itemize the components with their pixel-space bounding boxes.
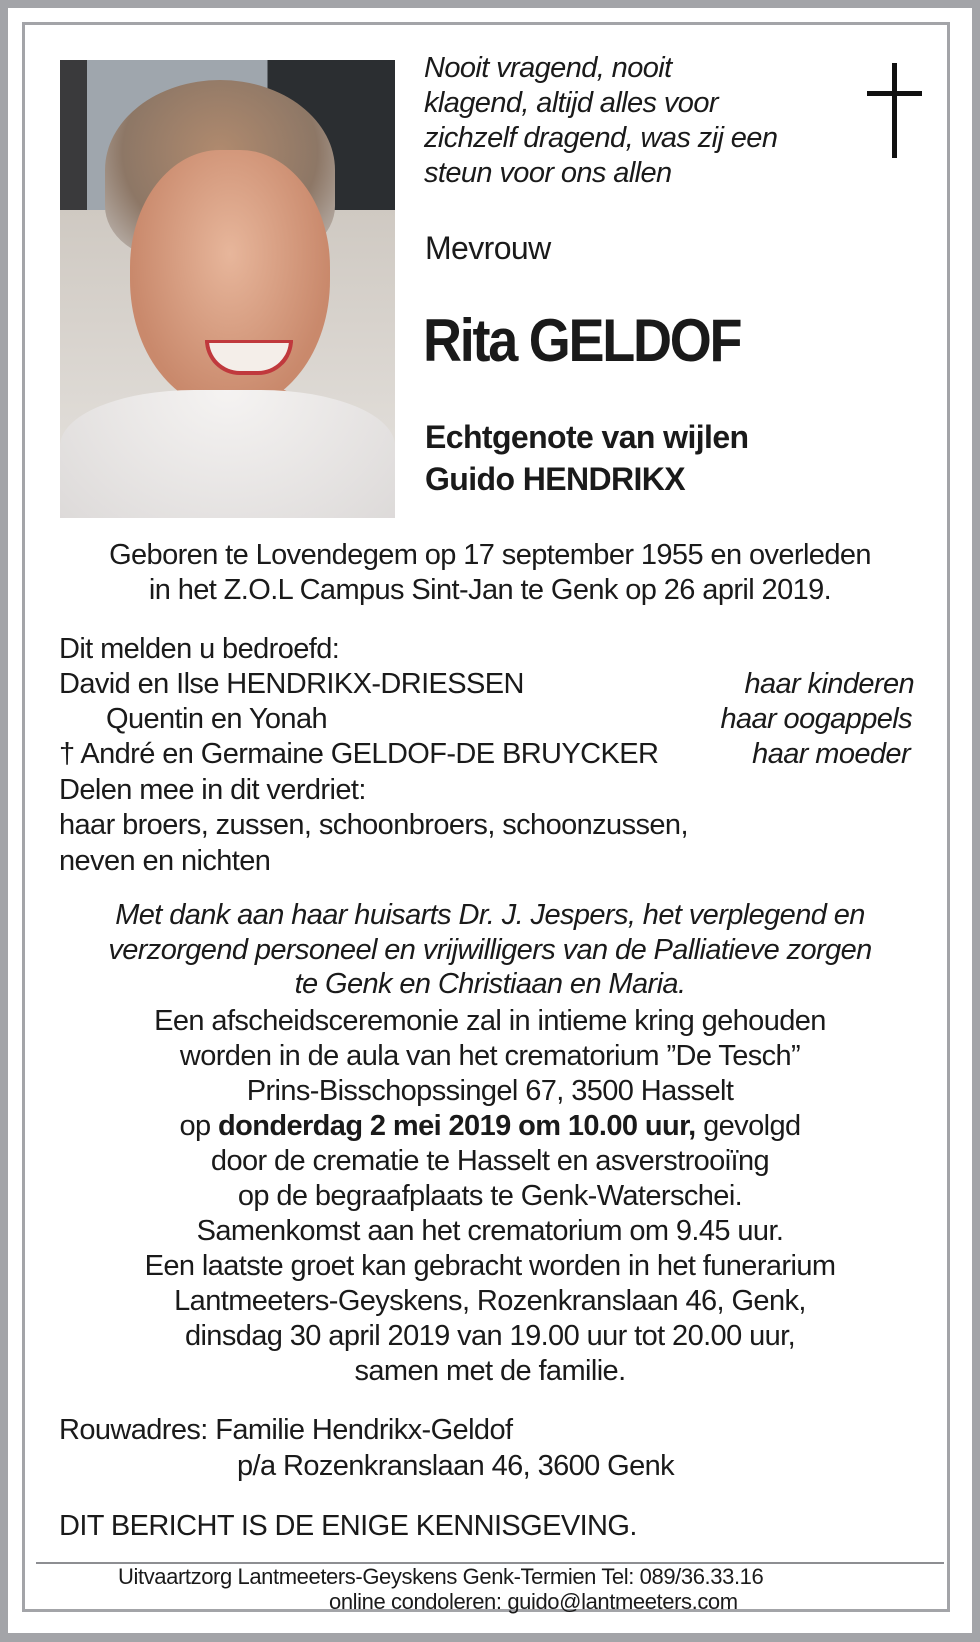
family-relation: haar moeder [752,738,910,770]
ceremony-line: op de begraafplaats te Genk-Waterschei. [237,1180,743,1212]
footer-funeral-home: Uitvaartzorg Lantmeeters-Geyskens Genk-Termien Tel: 089/36.33.16 [118,1564,764,1589]
address-line: Rouwadres: Familie Hendrikx-Geldof [59,1414,513,1446]
ceremony-line: Lantmeeters-Geyskens, Rozenkranslaan 46, Genk, [174,1285,806,1317]
family-relation: haar kinderen [744,668,914,700]
quote-line: zichzelf dragend, was zij een [424,122,778,154]
thanks-line: te Genk en Christiaan en Maria. [294,968,686,1000]
ceremony-date-line: op donderdag 2 mei 2019 om 10.00 uur, gevolgd [179,1110,801,1142]
ceremony-line: worden in de aula van het crematorium ”De Tesch” [179,1040,801,1072]
footer-condolence-email[interactable]: online condoleren: guido@lantmeeters.com [329,1589,738,1614]
family-name: Quentin en Yonah [106,703,328,735]
birth-line: Geboren te Lovendegem op 17 september 1955 en overleden [109,539,871,571]
ceremony-line: samen met de familie. [354,1355,626,1387]
share-intro: Delen mee in dit verdriet: [59,774,366,806]
family-relation: haar oogappels [720,703,912,735]
portrait-photo [60,60,395,518]
spouse-line: Echtgenote van wijlen [425,419,749,455]
deceased-name: Rita GELDOF [423,307,741,374]
ceremony-line: Prins-Bisschopssingel 67, 3500 Hasselt [246,1075,734,1107]
birth-line: in het Z.O.L Campus Sint-Jan te Genk op 26 april 2019. [148,574,832,606]
family-name: David en Ilse HENDRIKX-DRIESSEN [59,668,524,700]
spouse-line: Guido HENDRIKX [425,461,686,497]
thanks-line: Met dank aan haar huisarts Dr. J. Jespers, het verplegend en [115,899,865,931]
ceremony-line: Een afscheidsceremonie zal in intieme kring gehouden [154,1005,826,1037]
announce-intro: Dit melden u bedroefd: [59,633,340,665]
share-line: haar broers, zussen, schoonbroers, schoonzussen, [59,809,688,841]
notice: DIT BERICHT IS DE ENIGE KENNISGEVING. [59,1510,637,1542]
share-line: neven en nichten [59,845,271,877]
family-name: † André en Germaine GELDOF-DE BRUYCKER [59,738,659,770]
ceremony-line: dinsdag 30 april 2019 van 19.00 uur tot 20.00 uur, [184,1320,796,1352]
thanks-line: verzorgend personeel en vrijwilligers van de Palliatieve zorgen [108,934,872,966]
ceremony-line: door de crematie te Hasselt en asverstrooiïng [210,1145,770,1177]
address-line: p/a Rozenkranslaan 46, 3600 Genk [237,1450,675,1482]
ceremony-line: Samenkomst aan het crematorium om 9.45 uur. [196,1215,784,1247]
ceremony-date: donderdag 2 mei 2019 om 10.00 uur, [218,1110,696,1142]
ceremony-line: Een laatste groet kan gebracht worden in het funerarium [144,1250,836,1282]
quote-line: steun voor ons allen [424,157,672,189]
quote-line: klagend, altijd alles voor [424,87,718,119]
honorific: Mevrouw [425,230,551,266]
quote-line: Nooit vragend, nooit [424,52,672,84]
